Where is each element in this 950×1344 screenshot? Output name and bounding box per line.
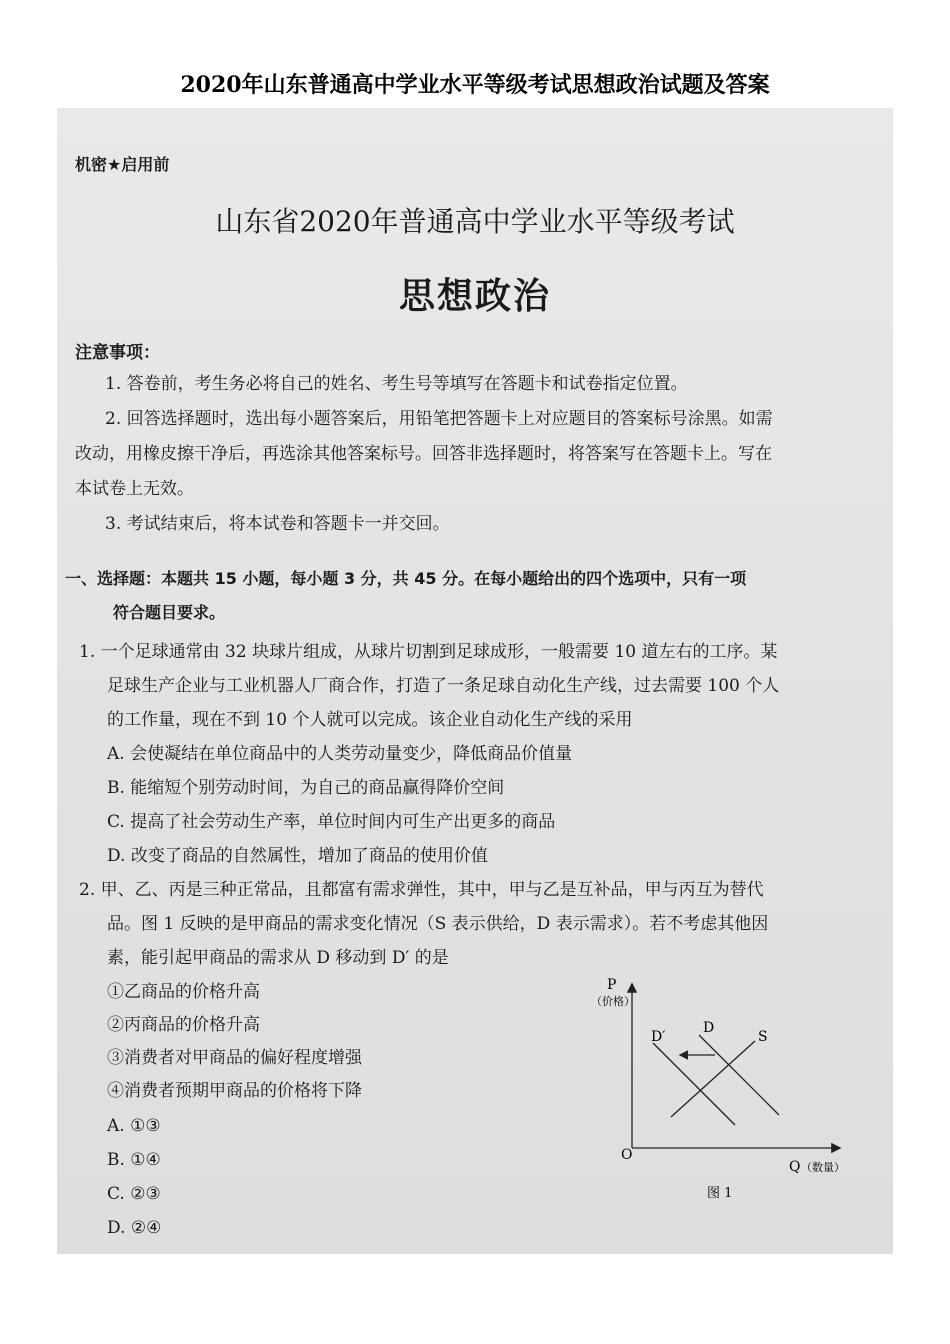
q2-item-1: ①乙商品的价格升高 xyxy=(107,982,260,1002)
demand-curve-d xyxy=(699,1035,779,1115)
q2-stem-3: 素，能引起甲商品的需求从 D 移动到 D′ 的是 xyxy=(107,948,449,968)
q2-stem-1: 2. 甲、乙、丙是三种正常品，且都富有需求弹性，其中，甲与乙是互补品，甲与丙互为替代 xyxy=(79,880,764,900)
q2-option-c: C. ②③ xyxy=(107,1184,161,1204)
figure-caption: 图 1 xyxy=(707,1186,733,1201)
section-heading-cont: 符合题目要求。 xyxy=(113,603,226,622)
q-sub-label: （数量） xyxy=(801,1161,845,1174)
q2-option-a: A. ①③ xyxy=(107,1116,161,1136)
exam-page-photo xyxy=(57,108,893,1254)
q2-item-4: ④消费者预期甲商品的价格将下降 xyxy=(107,1081,362,1101)
note-line-4: 本试卷上无效。 xyxy=(75,479,194,499)
q1-option-d: D. 改变了商品的自然属性，增加了商品的使用价值 xyxy=(107,846,488,866)
q2-stem-2: 品。图 1 反映的是甲商品的需求变化情况（S 表示供给，D 表示需求）。若不考虑其他因 xyxy=(107,914,769,934)
section-heading: 一、选择题：本题共 15 小题，每小题 3 分，共 45 分。在每小题给出的四个选项中，只有一项 xyxy=(65,569,747,588)
d-label: D xyxy=(703,1020,715,1036)
note-line-2: 2. 回答选择题时，选出每小题答案后，用铅笔把答题卡上对应题目的答案标号涂黑。如需 xyxy=(105,409,773,429)
d-prime-label: D′ xyxy=(651,1029,666,1045)
q1-option-b: B. 能缩短个别劳动时间，为自己的商品赢得降价空间 xyxy=(107,778,505,798)
q1-option-c: C. 提高了社会劳动生产率，单位时间内可生产出更多的商品 xyxy=(107,812,556,832)
p-label: P xyxy=(607,977,617,993)
supply-demand-figure xyxy=(557,973,877,1213)
s-label: S xyxy=(758,1029,768,1045)
p-sub-label: （价格） xyxy=(591,995,635,1008)
note-line-3: 改动，用橡皮擦干净后，再选涂其他答案标号。回答非选择题时，将答案写在答题卡上。写在 xyxy=(75,444,772,464)
q1-option-a: A. 会使凝结在单位商品中的人类劳动量变少，降低商品价值量 xyxy=(107,744,573,764)
notes-heading: 注意事项： xyxy=(75,343,160,363)
secret-label: 机密★启用前 xyxy=(75,155,170,174)
q1-stem-1: 1. 一个足球通常由 32 块球片组成，从球片切割到足球成形，一般需要 10 道左右的工序。某 xyxy=(79,642,778,662)
q2-option-d: D. ②④ xyxy=(107,1218,162,1238)
note-line-1: 1. 答卷前，考生务必将自己的姓名、考生号等填写在答题卡和试卷指定位置。 xyxy=(105,374,688,394)
q-label: Q xyxy=(789,1159,801,1175)
q2-item-3: ③消费者对甲商品的偏好程度增强 xyxy=(107,1048,362,1068)
note-line-5: 3. 考试结束后，将本试卷和答题卡一并交回。 xyxy=(105,514,450,534)
exam-title: 山东省2020年普通高中学业水平等级考试 xyxy=(215,205,735,238)
q1-stem-3: 的工作量，现在不到 10 个人就可以完成。该企业自动化生产线的采用 xyxy=(107,710,633,730)
document-title: 2020年山东普通高中学业水平等级考试思想政治试题及答案 xyxy=(180,72,770,98)
q2-item-2: ②丙商品的价格升高 xyxy=(107,1015,260,1035)
q2-option-b: B. ①④ xyxy=(107,1150,161,1170)
q1-stem-2: 足球生产企业与工业机器人厂商合作，打造了一条足球自动化生产线，过去需要 100 个人 xyxy=(107,676,780,696)
origin-label: O xyxy=(621,1147,633,1163)
subject-title: 思想政治 xyxy=(398,276,551,317)
